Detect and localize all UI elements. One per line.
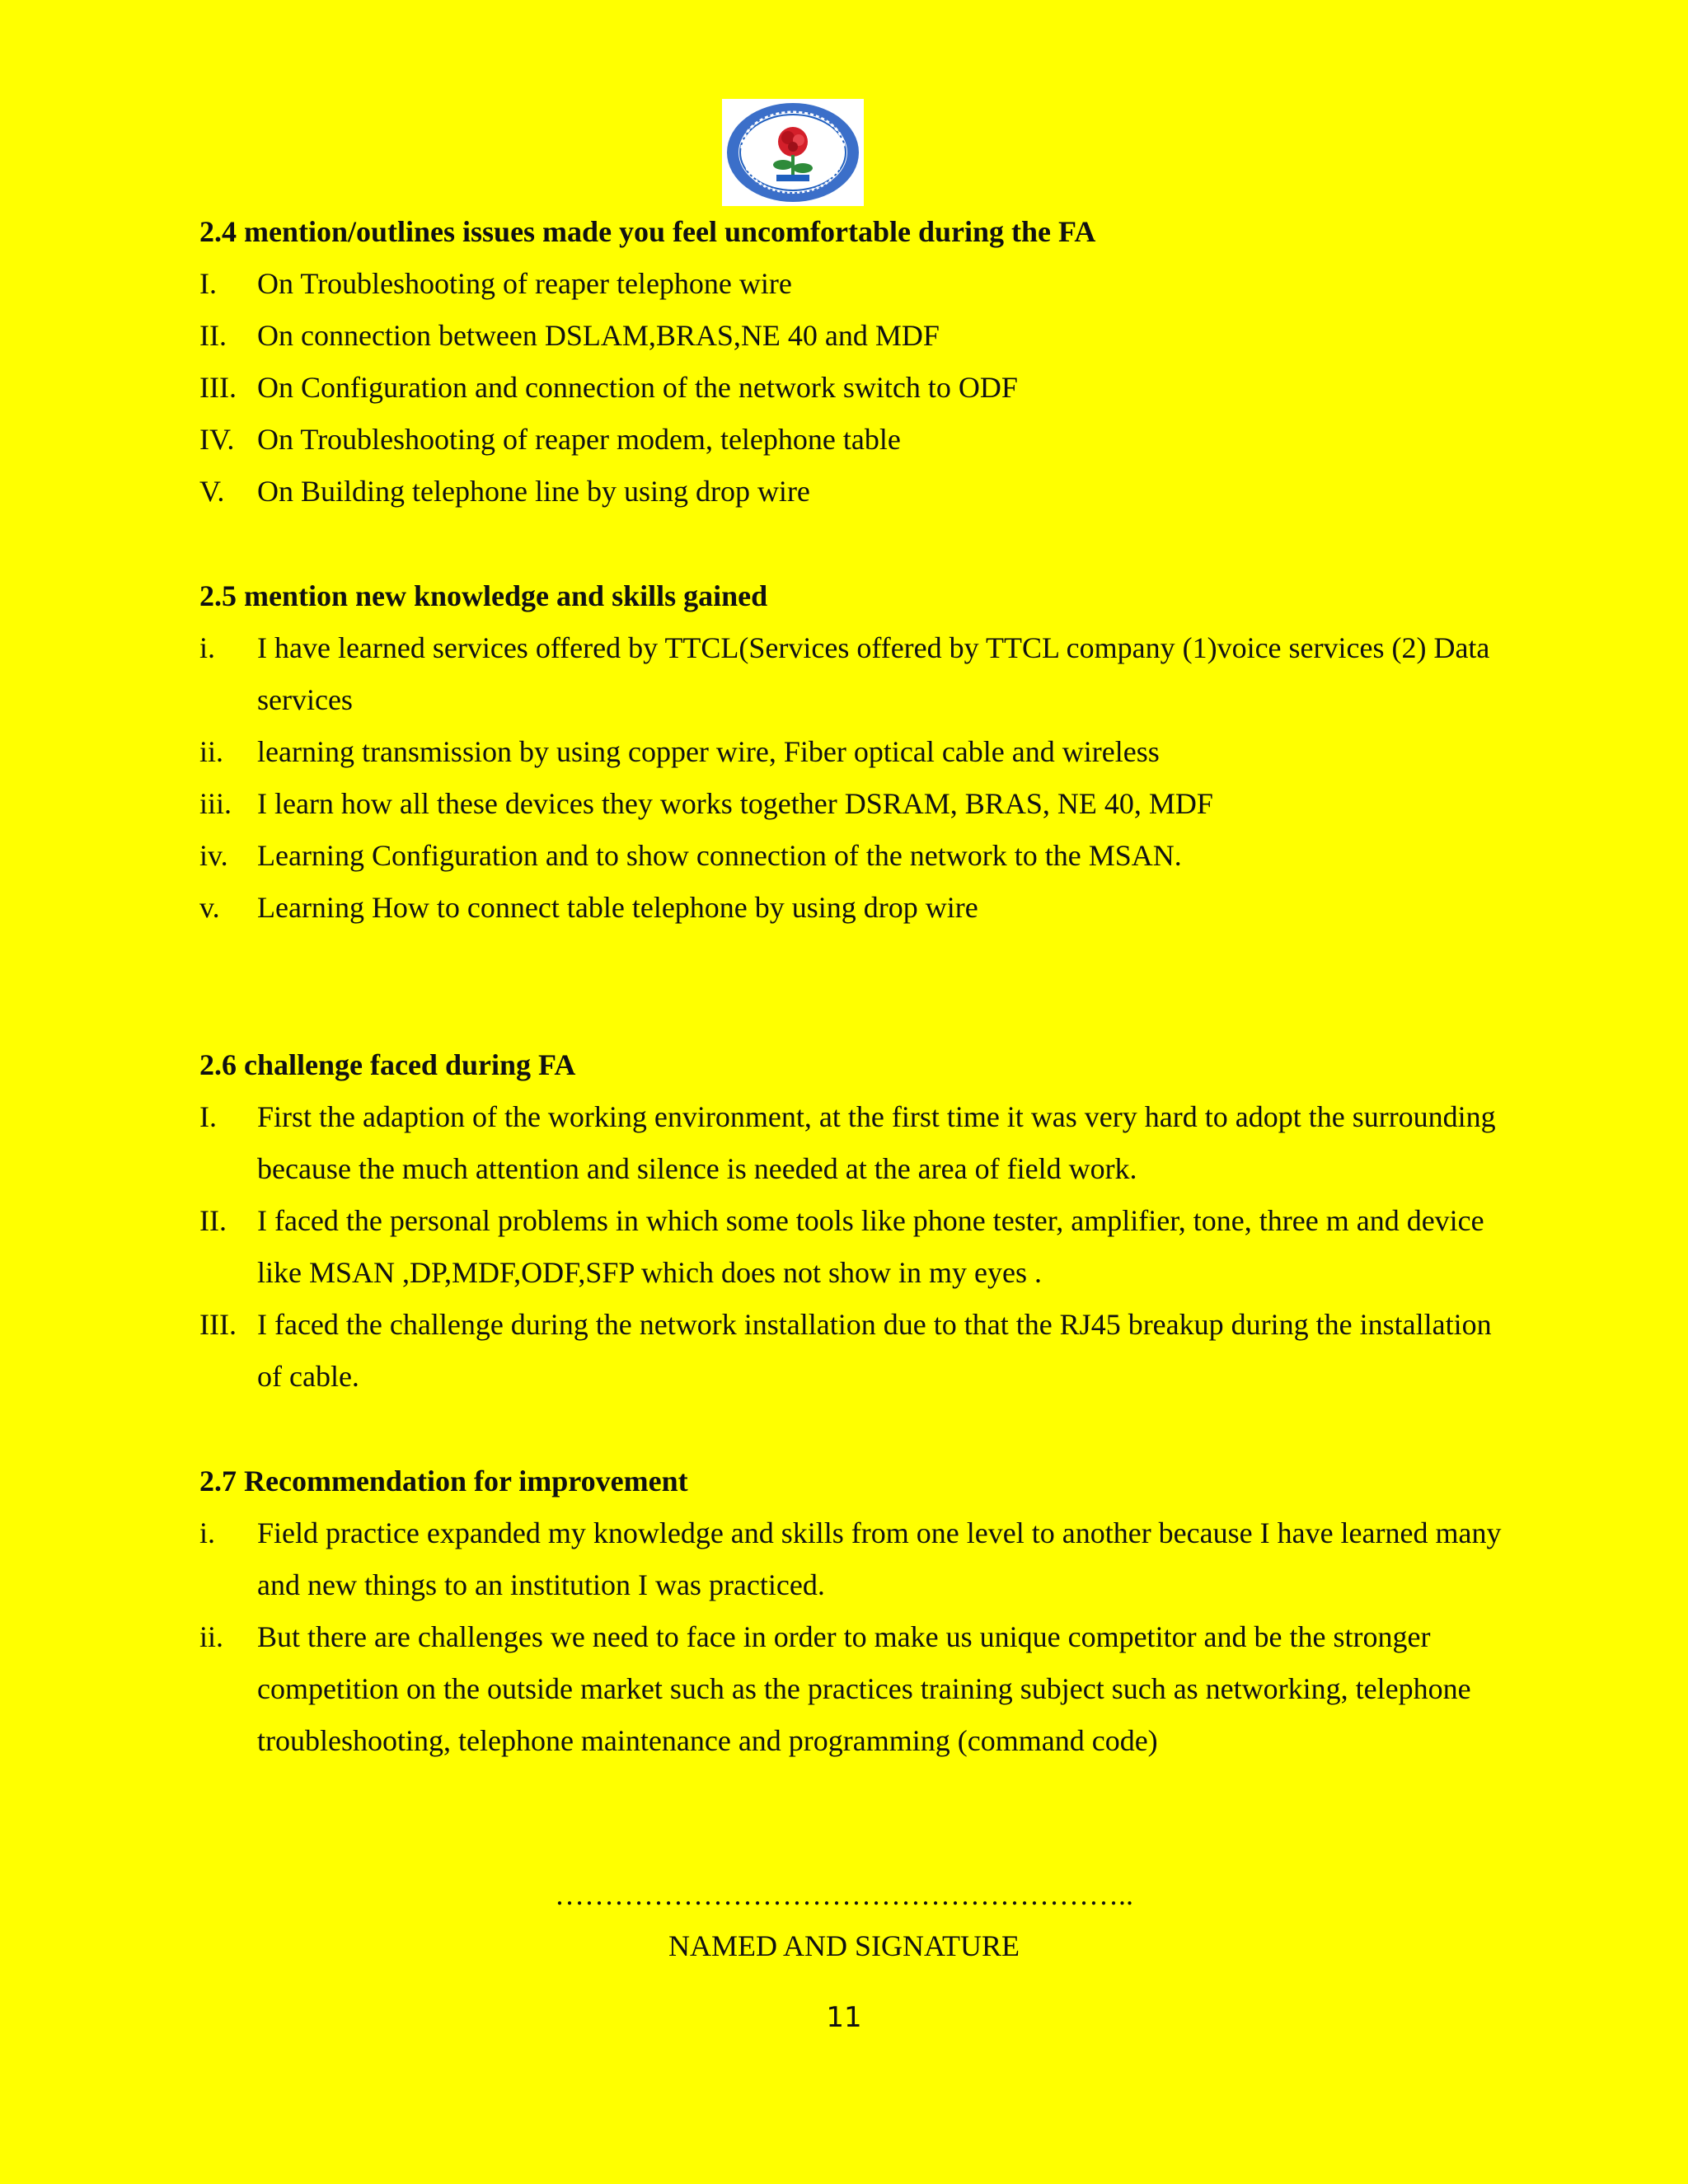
list-text: Learning Configuration and to show connection of the network to the MSAN. — [257, 839, 1182, 872]
list-number: ii. — [199, 735, 224, 768]
section-2-5 — [199, 570, 1502, 934]
list-number: III. — [199, 371, 237, 404]
list-number: IV. — [199, 423, 235, 456]
list-item — [199, 1507, 1502, 1611]
signature-line: ………………………………………………….. — [555, 1878, 1133, 1911]
spacer — [199, 934, 1502, 1039]
list-item — [199, 1611, 1502, 1767]
list-text: But there are challenges we need to face in order to make us unique competitor and be the stronger competition on the outside market such as the practices training subject such as networking, telephone troubleshooting, telephone maintenance and programming (command code) — [257, 1620, 1471, 1757]
list-number: I. — [199, 267, 217, 300]
section-heading: 2.7 Recommendation for improvement — [199, 1465, 688, 1497]
list-number: i. — [199, 631, 216, 664]
list-item — [199, 1091, 1502, 1195]
page-number: 11 — [826, 2001, 862, 2034]
list-number: II. — [199, 1204, 227, 1237]
list-item — [199, 258, 1502, 310]
list-number: II. — [199, 319, 227, 352]
spacer — [199, 1403, 1502, 1455]
institution-seal-icon — [722, 99, 864, 206]
list-item — [199, 726, 1502, 778]
list-text: I faced the personal problems in which some tools like phone tester, amplifier, tone, three m and device like MSAN ,DP,MDF,ODF,SFP which does not show in my eyes . — [257, 1204, 1484, 1289]
list-number: ii. — [199, 1620, 224, 1653]
list-number: iv. — [199, 839, 228, 872]
list-item — [199, 882, 1502, 934]
list-number: iii. — [199, 787, 232, 820]
section-2-7 — [199, 1455, 1502, 1767]
list-item — [199, 622, 1502, 726]
list-text: I learn how all these devices they works together DSRAM, BRAS, NE 40, MDF — [257, 787, 1213, 820]
list-item — [199, 830, 1502, 882]
spacer — [199, 518, 1502, 570]
document-body — [199, 206, 1502, 1767]
section-heading: 2.5 mention new knowledge and skills gained — [199, 579, 768, 612]
institution-logo — [722, 99, 864, 206]
list-text: I have learned services offered by TTCL(Services offered by TTCL company (1)voice services (2) Data services — [257, 631, 1490, 716]
section-heading: 2.4 mention/outlines issues made you feel uncomfortable during the FA — [199, 215, 1096, 248]
list-text: Learning How to connect table telephone by using drop wire — [257, 891, 978, 924]
list-item — [199, 778, 1502, 830]
list-item — [199, 1299, 1502, 1403]
list-number: i. — [199, 1516, 216, 1549]
section-2-4 — [199, 206, 1502, 518]
list-text: On connection between DSLAM,BRAS,NE 40 and MDF — [257, 319, 940, 352]
list-text: On Troubleshooting of reaper telephone wire — [257, 267, 792, 300]
list-item — [199, 310, 1502, 362]
list-text: learning transmission by using copper wire, Fiber optical cable and wireless — [257, 735, 1160, 768]
list-number: V. — [199, 475, 225, 508]
list-text: First the adaption of the working environment, at the first time it was very hard to adopt the surrounding because the much attention and silence is needed at the area of field work. — [257, 1100, 1496, 1185]
list-text: Field practice expanded my knowledge and skills from one level to another because I have learned many and new things to an institution I was practiced. — [257, 1516, 1502, 1601]
list-item — [199, 1195, 1502, 1299]
list-text: On Troubleshooting of reaper modem, telephone table — [257, 423, 901, 456]
section-2-6 — [199, 1039, 1502, 1403]
list-number: I. — [199, 1100, 217, 1133]
list-item — [199, 362, 1502, 414]
list-number: III. — [199, 1308, 237, 1341]
list-text: On Configuration and connection of the network switch to ODF — [257, 371, 1018, 404]
signature-label: NAMED AND SIGNATURE — [668, 1929, 1020, 1962]
list-item — [199, 466, 1502, 518]
section-heading: 2.6 challenge faced during FA — [199, 1048, 576, 1081]
list-text: I faced the challenge during the network installation due to that the RJ45 breakup during the installation of cable. — [257, 1308, 1492, 1393]
list-text: On Building telephone line by using drop wire — [257, 475, 810, 508]
list-number: v. — [199, 891, 220, 924]
list-item — [199, 414, 1502, 466]
